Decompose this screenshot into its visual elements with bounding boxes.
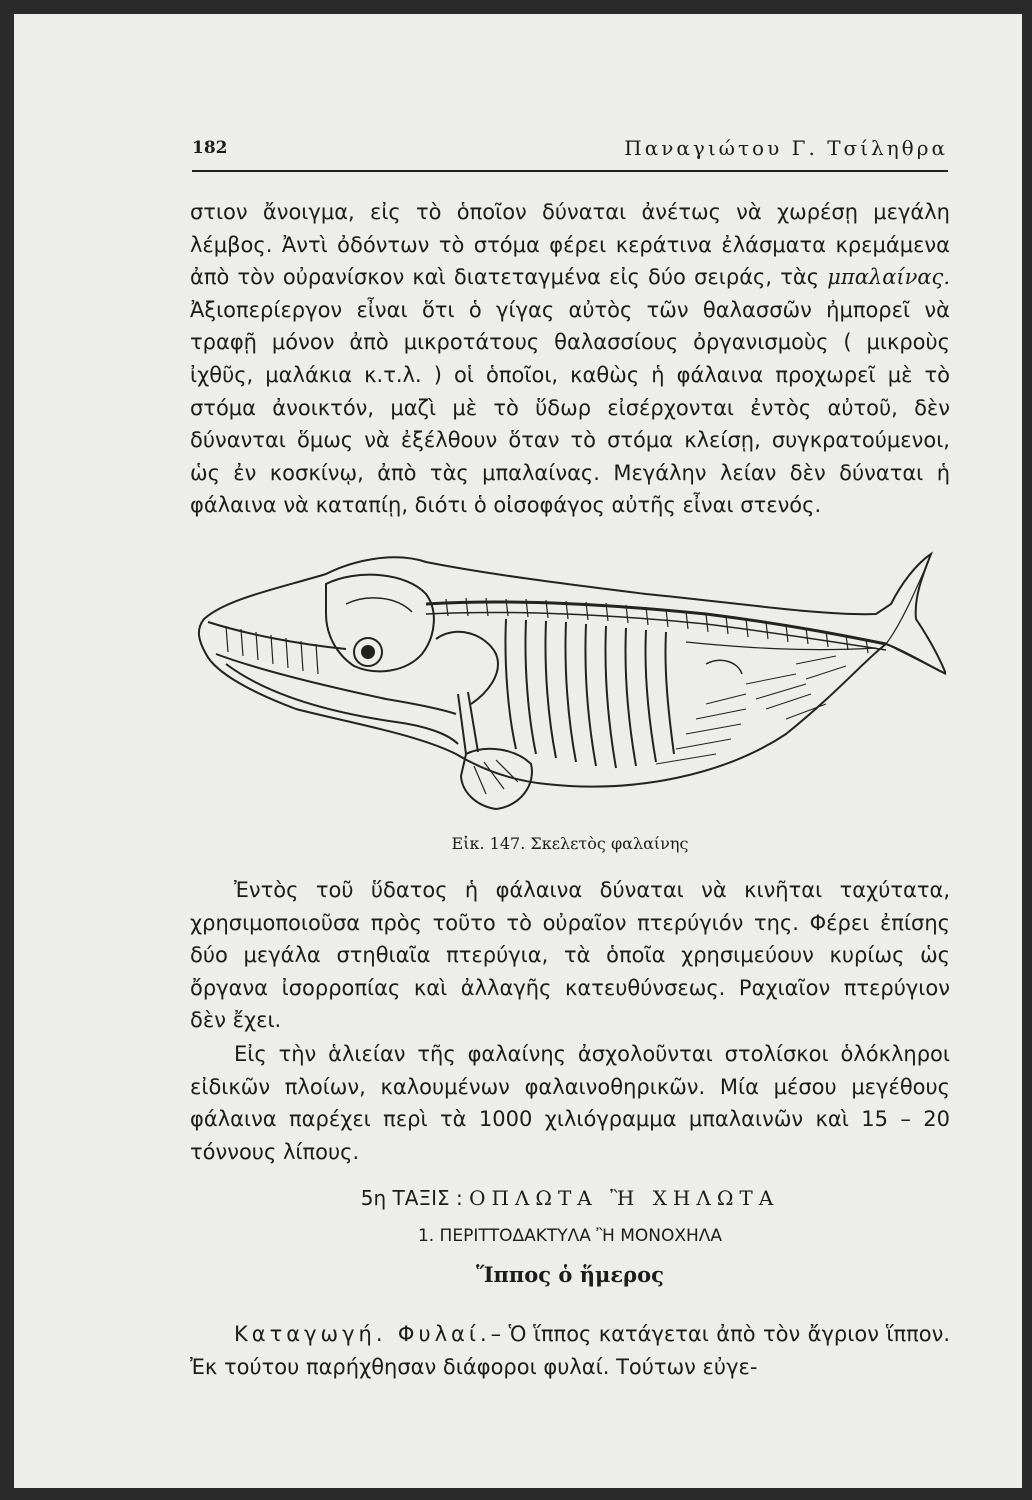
italic-term: μπαλαίνας. [827, 265, 950, 290]
whale-skeleton-illustration [186, 544, 946, 829]
spaced-subheading: Καταγωγή. Φυλαί. [234, 1322, 491, 1346]
paragraph-whale-baleen [190, 196, 950, 522]
order-title: ΟΠΛΩΤΑ Ἢ ΧΗΛΩΤΑ [469, 1186, 780, 1210]
suborder-heading: 1. ΠΕΡΙΤΤΟΔΑΚΤΥΛΑ Ἢ ΜΟΝΟΧΗΛΑ [417, 1226, 723, 1246]
species-heading: Ἵππος ὁ ἥμερος [476, 1262, 664, 1287]
paragraph-whaling: Εἰς τὴν ἁλιείαν τῆς φαλαίνης ἀσχολοῦνται στολίσκοι ὁλόκληροι εἰδικῶν πλοίων, καλουμένων φαλαινοθηρικῶν. Μία μέσου μεγέθους φάλαινα παρέχει περὶ τὰ 1000 χιλιόγραμμα μπαλαινῶν καὶ 15 – 20 τόννους λίπους. [190, 1042, 950, 1164]
paragraph-whale-movement: Ἐντὸς τοῦ ὕδατος ἡ φάλαινα δύναται νὰ κινῆται ταχύτατα, χρησιμοποιοῦσα πρὸς τοῦτο τὸ οὐραῖον πτερύγιόν της. Φέρει ἐπίσης δύο μεγάλα στηθιαῖα πτερύγια, τὰ ὁποῖα χρησιμεύουν κυρίως ὡς ὄργανα ἰσορροπίας καὶ ἀλλαγῆς κατευθύνσεως. Ραχιαῖον πτερύγιον δὲν ἔχει. [190, 878, 950, 1033]
order-number: 5η ΤΑΞΙΣ : [360, 1186, 463, 1210]
paragraph-text: στιον ἄνοιγμα, εἰς τὸ ὁποῖον δύναται ἀνέτως νὰ χωρέσῃ μεγάλη λέμβος. Ἀντὶ ὀδόντων τὸ στόμα φέρει κεράτινα ἐλάσματα κρεμάμενα ἀπὸ τὸν οὐρανίσκον καὶ διατεταγμένα εἰς δύο σειράς, τὰς [190, 200, 950, 290]
running-head-author: Παναγιώτου Γ. Τσίληθρα [624, 136, 948, 160]
page-number: 182 [192, 138, 228, 158]
paragraph-text: – Ὁ ἵππος κατάγεται ἀπὸ τὸν ἄγριον ἵππον. Ἐκ τούτου παρήχθησαν διάφοροι φυλαί. Τούτων εὐγε- [190, 1322, 950, 1379]
order-heading [190, 1186, 950, 1210]
paragraph-text: Ἀξιοπερίεργον εἶναι ὅτι ὁ γίγας αὐτὸς τῶν θαλασσῶν ἠμπορεῖ νὰ τραφῇ μόνον ἀπὸ μικροτάτους θαλασσίους ὀργανισμοὺς ( μικροὺς ἰχθῦς, μαλάκια κ.τ.λ. ) οἱ ὁποῖοι, καθὼς ἡ φάλαινα προχωρεῖ μὲ τὸ στόμα ἀνοικτόν, μαζὶ μὲ τὸ ὕδωρ εἰσέρχονται ἐντὸς αὐτοῦ, δὲν δύνανται ὅμως νὰ ἐξέλθουν ὅταν τὸ στόμα κλείσῃ, συγκρατούμενοι, ὡς ἐν κοσκίνῳ, ἀπὸ τὰς μπαλαίνας. Μεγάλην λείαν δὲν δύναται ἡ φάλαινα νὰ καταπίῃ, διότι ὁ οἰσοφάγος αὐτῆς εἶναι στενός. [190, 297, 950, 518]
book-page [14, 14, 1022, 1488]
paragraph-horse-origin [190, 1318, 950, 1383]
figure-caption: Εἰκ. 147. Σκελετὸς φαλαίνης [451, 834, 689, 853]
page-header [192, 134, 948, 172]
